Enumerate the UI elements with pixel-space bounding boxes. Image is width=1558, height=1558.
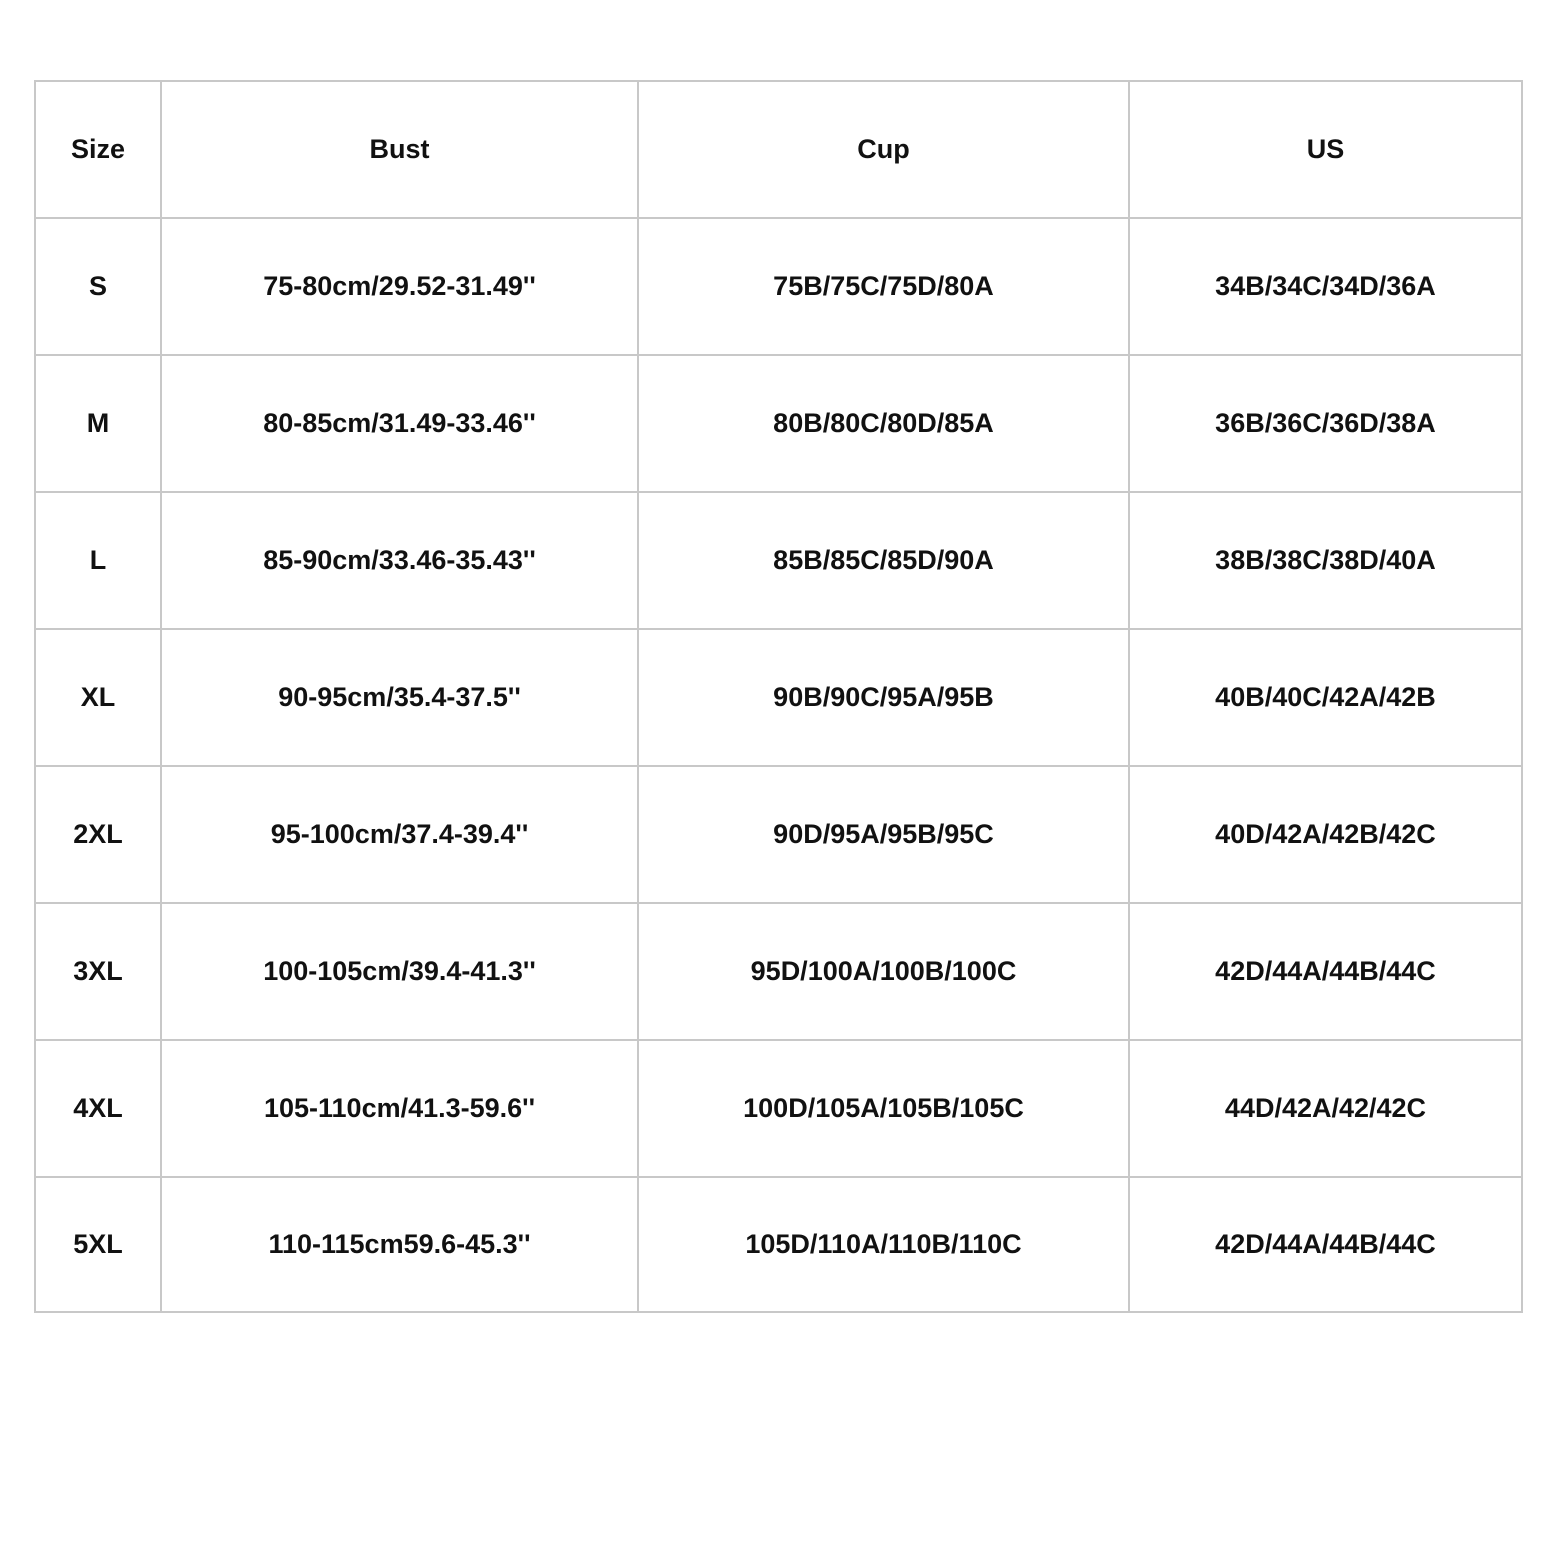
- cell-bust: 90-95cm/35.4-37.5'': [161, 629, 638, 766]
- table-row: [35, 355, 1522, 492]
- cell-cup: 90D/95A/95B/95C: [638, 766, 1129, 903]
- cell-bust: 100-105cm/39.4-41.3'': [161, 903, 638, 1040]
- table-row: [35, 218, 1522, 355]
- cell-size: 3XL: [35, 903, 161, 1040]
- cell-bust: 80-85cm/31.49-33.46'': [161, 355, 638, 492]
- cell-cup: 95D/100A/100B/100C: [638, 903, 1129, 1040]
- cell-size: S: [35, 218, 161, 355]
- table-row: [35, 1177, 1522, 1312]
- table-row: [35, 903, 1522, 1040]
- cell-us: 42D/44A/44B/44C: [1129, 1177, 1522, 1312]
- table-row: [35, 1040, 1522, 1177]
- cell-cup: 90B/90C/95A/95B: [638, 629, 1129, 766]
- cell-size: M: [35, 355, 161, 492]
- cell-cup: 85B/85C/85D/90A: [638, 492, 1129, 629]
- cell-us: 34B/34C/34D/36A: [1129, 218, 1522, 355]
- header-cup: Cup: [638, 81, 1129, 218]
- cell-cup: 80B/80C/80D/85A: [638, 355, 1129, 492]
- header-bust: Bust: [161, 81, 638, 218]
- cell-bust: 105-110cm/41.3-59.6'': [161, 1040, 638, 1177]
- table-row: [35, 629, 1522, 766]
- cell-us: 38B/38C/38D/40A: [1129, 492, 1522, 629]
- cell-size: 5XL: [35, 1177, 161, 1312]
- cell-size: XL: [35, 629, 161, 766]
- cell-us: 40B/40C/42A/42B: [1129, 629, 1522, 766]
- cell-us: 40D/42A/42B/42C: [1129, 766, 1522, 903]
- cell-us: 44D/42A/42/42C: [1129, 1040, 1522, 1177]
- cell-cup: 75B/75C/75D/80A: [638, 218, 1129, 355]
- header-us: US: [1129, 81, 1522, 218]
- table-row: [35, 492, 1522, 629]
- cell-bust: 110-115cm59.6-45.3'': [161, 1177, 638, 1312]
- header-size: Size: [35, 81, 161, 218]
- cell-us: 42D/44A/44B/44C: [1129, 903, 1522, 1040]
- cell-us: 36B/36C/36D/38A: [1129, 355, 1522, 492]
- cell-size: 2XL: [35, 766, 161, 903]
- cell-size: L: [35, 492, 161, 629]
- cell-cup: 100D/105A/105B/105C: [638, 1040, 1129, 1177]
- cell-bust: 95-100cm/37.4-39.4'': [161, 766, 638, 903]
- size-chart-table: [34, 80, 1523, 1313]
- table-row: [35, 766, 1522, 903]
- cell-bust: 75-80cm/29.52-31.49'': [161, 218, 638, 355]
- cell-cup: 105D/110A/110B/110C: [638, 1177, 1129, 1312]
- cell-size: 4XL: [35, 1040, 161, 1177]
- cell-bust: 85-90cm/33.46-35.43'': [161, 492, 638, 629]
- header-row: [35, 81, 1522, 218]
